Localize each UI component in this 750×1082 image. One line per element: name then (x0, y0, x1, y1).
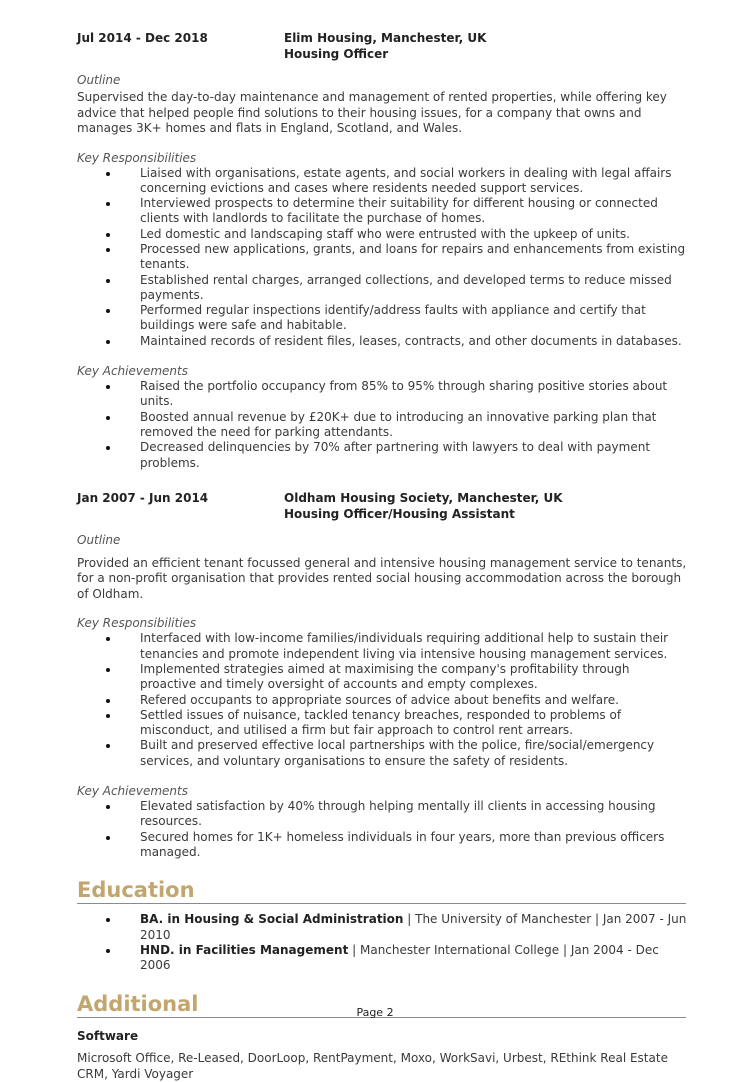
responsibilities-label: Key Responsibilities (77, 616, 197, 631)
list-item: Established rental charges, arranged collections, and developed terms to reduce missed payments. (140, 273, 687, 304)
list-item: Raised the portfolio occupancy from 85% to 95% through sharing positive stories about units. (140, 379, 687, 410)
job-entry (77, 490, 687, 860)
job-header (77, 490, 687, 522)
list-item: Secured homes for 1K+ homeless individuals in four years, more than previous officers managed. (140, 830, 687, 861)
list-item: Refered occupants to appropriate sources of advice about benefits and welfare. (140, 693, 687, 708)
job-title: Housing Officer (284, 47, 389, 61)
job-dates: Jul 2014 - Dec 2018 (77, 31, 208, 45)
achievements-label: Key Achievements (77, 364, 188, 379)
list-item: Interfaced with low-income families/individuals requiring additional help to sustain their tenancies and promote independent living via intensive housing management services. (140, 631, 687, 662)
list-item: Led domestic and landscaping staff who were entrusted with the upkeep of units. (140, 227, 687, 242)
responsibilities-label: Key Responsibilities (77, 150, 197, 165)
list-item: Built and preserved effective local partnerships with the police, fire/social/emergency services, and voluntary organisations to ensure the safety of residents. (140, 738, 687, 769)
job-entry (77, 30, 687, 471)
software-list: Microsoft Office, Re-Leased, DoorLoop, RentPayment, Moxo, WorkSavi, Urbest, REthink Real Estate CRM, Yardi Voyager (77, 1051, 668, 1081)
list-item: Decreased delinquencies by 70% after partnering with lawyers to deal with payment problems. (140, 440, 687, 471)
list-item: Settled issues of nuisance, tackled tenancy breaches, responded to problems of misconduct, and utilised a firm but fair approach to control rent arrears. (140, 708, 687, 739)
achievements-label: Key Achievements (77, 784, 188, 799)
degree-name: HND. in Facilities Management (140, 942, 349, 957)
education-list (77, 912, 687, 973)
list-item: Maintained records of resident files, leases, contracts, and other documents in databases. (140, 334, 687, 349)
list-item: Elevated satisfaction by 40% through helping mentally ill clients in accessing housing resources. (140, 799, 687, 830)
responsibilities-list (77, 631, 687, 769)
page-number: Page 2 (356, 1006, 394, 1019)
education-item (140, 943, 687, 974)
degree-name: BA. in Housing & Social Administration (140, 912, 404, 927)
achievements-list (77, 799, 687, 860)
job-outline: Supervised the day-to-day maintenance and management of rented properties, while offering key advice that helped people find solutions to their housing issues, for a company that owns and manages 3K+ homes and flats in England, Scotland, and Wales. (77, 90, 667, 135)
list-item: Boosted annual revenue by £20K+ due to introducing an innovative parking plan that removed the need for parking attendants. (140, 410, 687, 441)
degree-details: | The University of Manchester | Jan 2007 - Jun 2010 (140, 912, 687, 942)
additional-section (77, 991, 687, 1082)
software-label: Software (77, 1029, 139, 1044)
list-item: Liaised with organisations, estate agents, and social workers in dealing with legal affairs concerning evictions and cases where residents needed support services. (140, 166, 687, 197)
degree-details: | Manchester International College | Jan 2004 - Dec 2006 (140, 942, 659, 973)
job-organisation: Oldham Housing Society, Manchester, UK (284, 490, 563, 505)
list-item: Interviewed prospects to determine their suitability for different housing or connected clients with landlords to facilitate the purchase of homes. (140, 196, 687, 227)
resume-page-2 (77, 30, 687, 1082)
job-header (77, 30, 687, 62)
job-organisation: Elim Housing, Manchester, UK (284, 31, 487, 45)
outline-label: Outline (77, 532, 121, 547)
responsibilities-list (77, 166, 687, 350)
job-outline: Provided an efficient tenant focussed general and intensive housing management service to tenants, for a non-profit organisation that provides rented social housing accommodation across the borough of Oldham. (77, 555, 687, 601)
list-item: Performed regular inspections identify/address faults with appliance and certify that buildings were safe and habitable. (140, 303, 687, 334)
education-item (140, 912, 687, 943)
additional-heading: Additional (77, 991, 686, 1018)
achievements-list (77, 379, 687, 471)
list-item: Processed new applications, grants, and loans for repairs and enhancements from existing tenants. (140, 241, 686, 272)
job-dates: Jan 2007 - Jun 2014 (77, 490, 209, 505)
outline-label: Outline (77, 73, 121, 87)
education-section (77, 877, 687, 973)
job-title: Housing Officer/Housing Assistant (284, 506, 515, 521)
education-heading: Education (77, 877, 686, 904)
list-item: Implemented strategies aimed at maximising the company's profitability through proactive and timely oversight of accounts and empty complexes. (140, 662, 687, 693)
